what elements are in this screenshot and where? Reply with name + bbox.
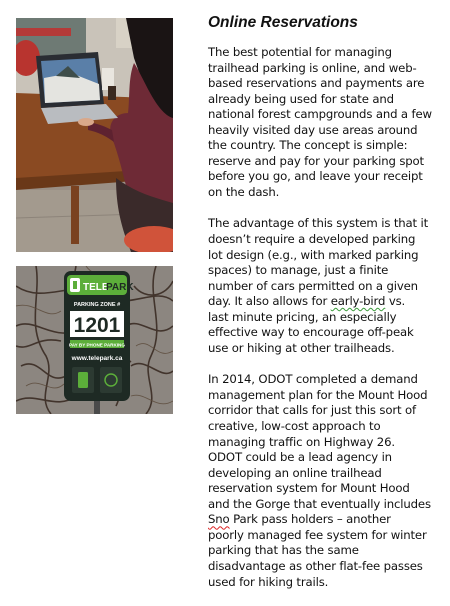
- text-line: reservation system for Mount Hood: [208, 481, 410, 496]
- grammar-flagged-word: early-bird: [330, 294, 386, 309]
- spelling-flagged-word: Sno: [208, 512, 230, 527]
- text-line: parking that has the same: [208, 543, 359, 558]
- text-line: use or hiking at other trailheads.: [208, 340, 395, 355]
- text-line: effective way to encourage off-peak: [208, 325, 414, 340]
- text-line: disadvantage as other flat-fee passes: [208, 558, 423, 573]
- photo-woman-using-laptop: [16, 18, 173, 252]
- text-line: national forest campgrounds and a few: [208, 107, 432, 122]
- page-title: Online Reservations: [208, 14, 358, 31]
- text-line: poorly managed fee system for winter: [208, 527, 427, 542]
- text-line: and the Gorge that eventually includes: [208, 496, 431, 511]
- text-line: [208, 512, 444, 528]
- text-line: lot design (e.g., with marked parking: [208, 247, 419, 262]
- sign-brand-park: PARK: [106, 282, 134, 293]
- text-line: creative, low-cost approach to: [208, 419, 381, 434]
- paragraph-odot: [208, 372, 444, 590]
- text-line: managing traffic on Highway 26.: [208, 434, 395, 449]
- paragraph-advantage: [208, 216, 444, 356]
- text-line: number of cars permitted on a given: [208, 278, 418, 293]
- text-line: management plan for the Mount Hood: [208, 387, 428, 402]
- sign-zone-label: PARKING ZONE #: [73, 302, 121, 308]
- text-line: The advantage of this system is that it: [208, 216, 429, 231]
- sign-brand-tele: TELE: [83, 282, 109, 293]
- text-segment: day. It also allows for: [208, 294, 331, 309]
- text-segment: vs.: [385, 294, 406, 309]
- text-line: heavily visited day use areas around: [208, 122, 418, 137]
- text-line: used for hiking trails.: [208, 574, 329, 589]
- sign-url: www.telepark.ca: [71, 355, 123, 362]
- sign-pay-label: PAY BY PHONE PARKING: [69, 342, 125, 348]
- text-line: reserve and pay for your parking spot: [208, 153, 424, 168]
- text-line: developing an online trailhead: [208, 465, 382, 480]
- text-line: corridor that calls for just this sort of: [208, 403, 416, 418]
- text-line: based reservations and payments are: [208, 76, 425, 91]
- paragraph-intro: [208, 45, 444, 200]
- text-line: ODOT could be a lead agency in: [208, 450, 392, 465]
- text-line: on the dash.: [208, 184, 280, 199]
- text-line: In 2014, ODOT completed a demand: [208, 372, 418, 387]
- text-segment: Park pass holders – another: [229, 512, 391, 527]
- text-line: spaces) to manage, just a finite: [208, 263, 389, 278]
- text-line: the country. The concept is simple:: [208, 138, 408, 153]
- text-line: The best potential for managing: [208, 45, 392, 59]
- text-line: trailhead parking is online, and web-: [208, 60, 417, 75]
- text-line: before you go, and leave your receipt: [208, 169, 423, 184]
- parking-sign-illustration: [16, 266, 173, 414]
- photo-telepark-parking-sign: [16, 266, 173, 414]
- text-line: [208, 294, 444, 310]
- text-line: last minute pricing, an especially: [208, 309, 397, 324]
- sign-zone-number: 1201: [73, 314, 121, 337]
- text-line: already being used for state and: [208, 91, 394, 106]
- text-line: doesn’t require a developed parking: [208, 232, 416, 247]
- laptop-photo-illustration: [16, 18, 173, 252]
- article: [208, 14, 444, 606]
